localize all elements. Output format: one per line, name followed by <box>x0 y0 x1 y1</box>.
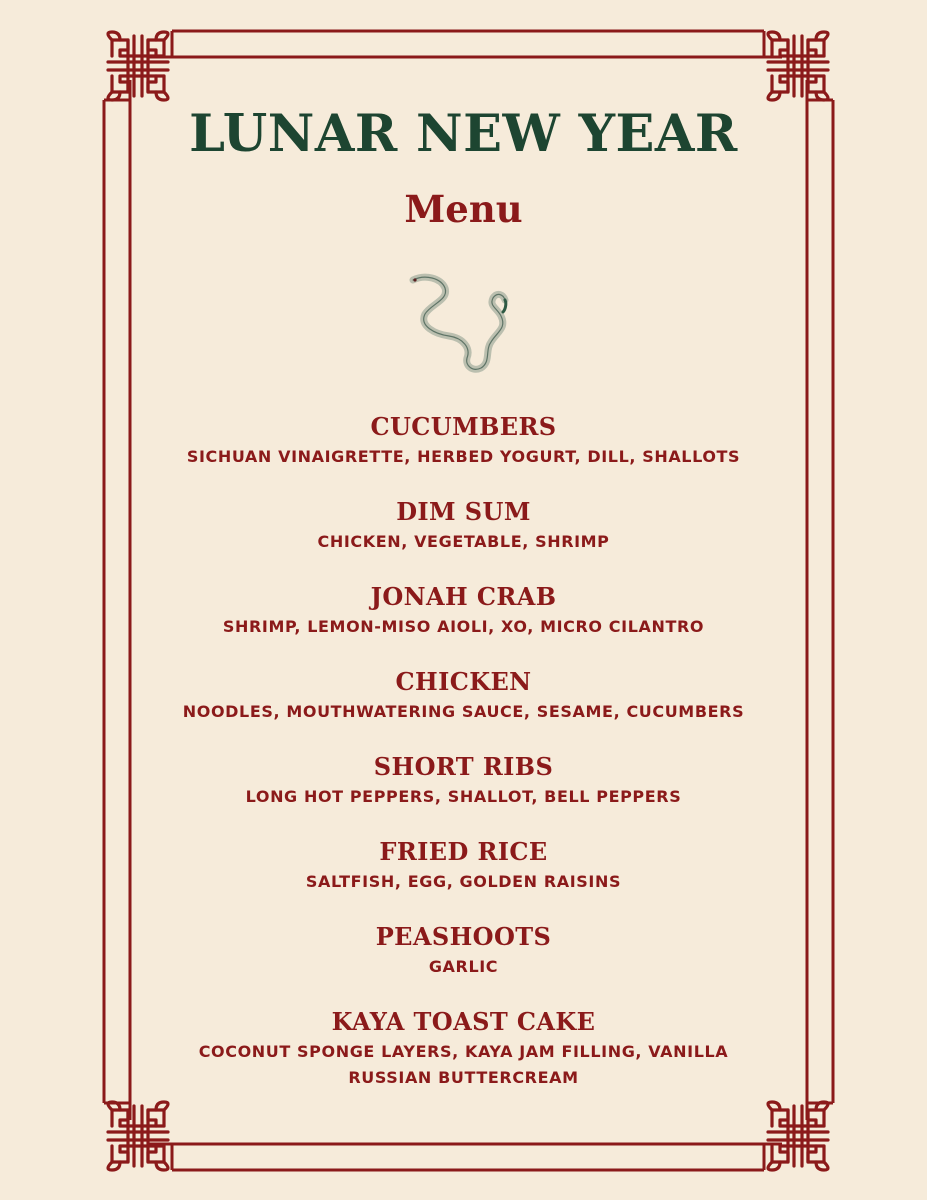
menu-item <box>140 920 787 1005</box>
menu-item-name: KAYA TOAST CAKE <box>331 1007 596 1036</box>
menu-item-description: GARLIC <box>428 957 499 976</box>
corner-knot-top-right <box>768 32 828 100</box>
snake-icon <box>405 270 520 378</box>
menu-item-description: SICHUAN VINAIGRETTE, HERBED YOGURT, DILL, SHALLOTS <box>186 447 741 466</box>
menu-item-name: JONAH CRAB <box>370 582 557 611</box>
menu-item <box>140 750 787 835</box>
menu-item-description: NOODLES, MOUTHWATERING SAUCE, SESAME, CUCUMBERS <box>182 702 745 721</box>
menu-item-description: CHICKEN, VEGETABLE, SHRIMP <box>317 532 610 551</box>
corner-knot-top-left <box>108 32 168 100</box>
menu-item-description: SALTFISH, EGG, GOLDEN RAISINS <box>305 872 622 891</box>
corner-knot-bottom-right <box>768 1102 828 1170</box>
menu-item-name: PEASHOOTS <box>375 922 552 951</box>
menu-item-name: FRIED RICE <box>379 837 548 866</box>
menu-list <box>140 410 787 1090</box>
menu-item-description: RUSSIAN BUTTERCREAM <box>348 1068 579 1087</box>
menu-item <box>140 495 787 580</box>
page-title: LUNAR NEW YEAR <box>189 104 738 164</box>
menu-item-description: SHRIMP, LEMON-MISO AIOLI, XO, MICRO CILANTRO <box>222 617 705 636</box>
menu-item <box>140 665 787 750</box>
menu-item <box>140 835 787 920</box>
menu-item <box>140 1005 787 1090</box>
menu-item-description: COCONUT SPONGE LAYERS, KAYA JAM FILLING, VANILLA <box>198 1042 729 1061</box>
menu-item-name: SHORT RIBS <box>373 752 554 781</box>
menu-subtitle: Menu <box>404 187 523 231</box>
menu-item-description: LONG HOT PEPPERS, SHALLOT, BELL PEPPERS <box>245 787 682 806</box>
menu-item <box>140 580 787 665</box>
menu-item <box>140 410 787 495</box>
menu-item-name: CHICKEN <box>395 667 532 696</box>
menu-item-name: CUCUMBERS <box>370 412 557 441</box>
menu-item-name: DIM SUM <box>396 497 531 526</box>
corner-knot-bottom-left <box>108 1102 168 1170</box>
